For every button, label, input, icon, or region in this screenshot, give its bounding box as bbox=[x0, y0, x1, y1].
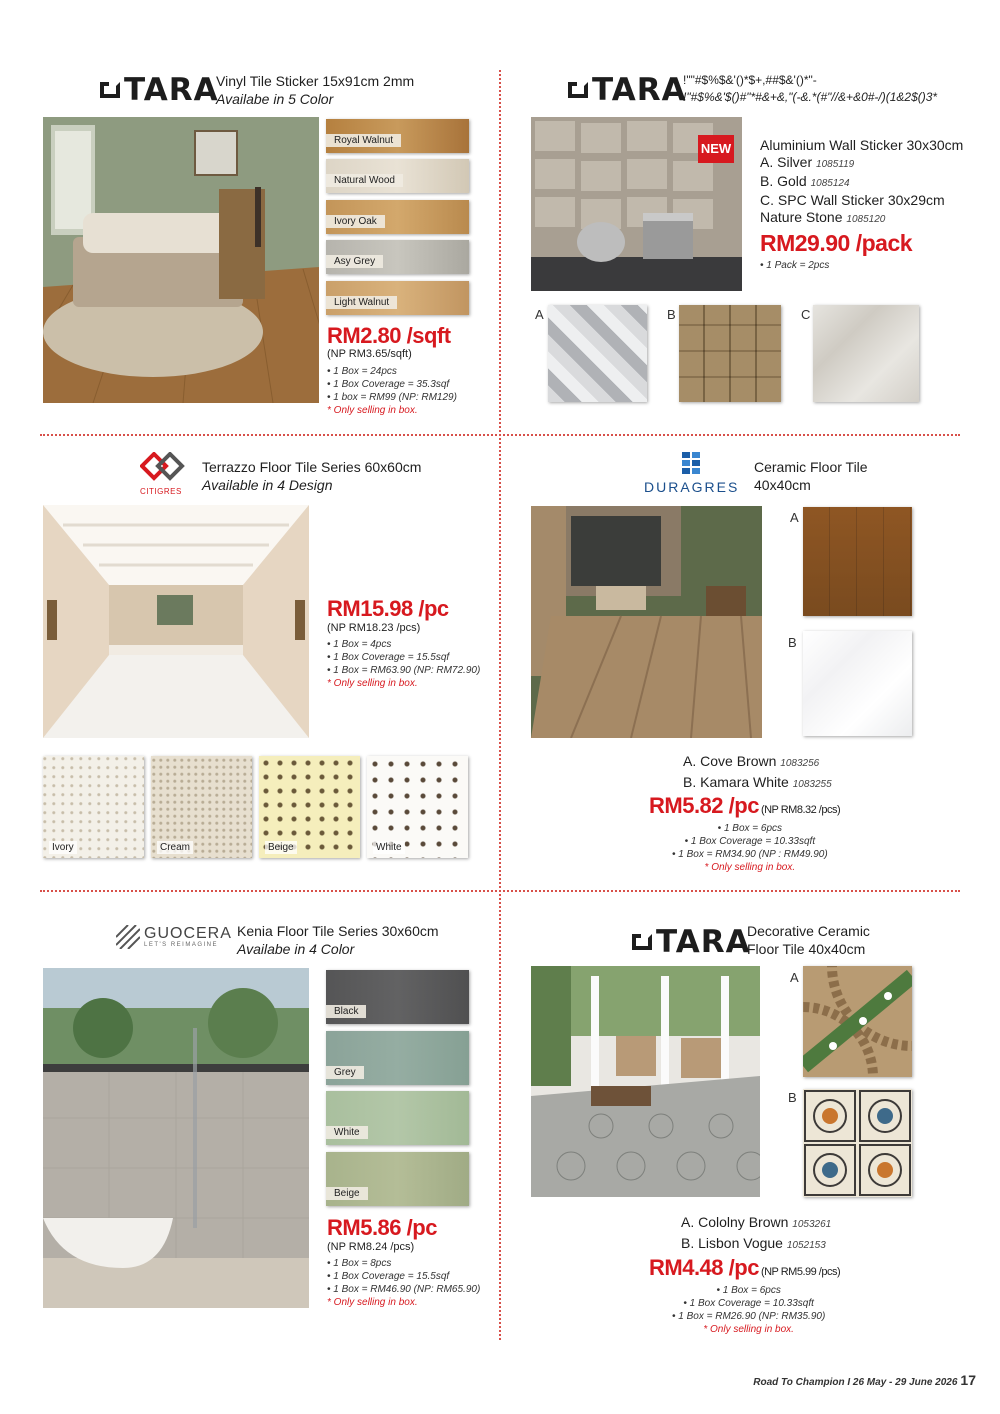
variant-letter-c: C bbox=[801, 307, 811, 322]
swatch-label: Beige bbox=[326, 1187, 368, 1200]
terrazzo-bullets bbox=[327, 638, 480, 690]
swatch-label: White bbox=[373, 841, 405, 854]
aluminium-price: RM29.90 /pack bbox=[760, 230, 913, 256]
bullet: • 1 Pack = 2pcs bbox=[760, 259, 829, 272]
item-text: A. Silver bbox=[760, 154, 813, 170]
terrazzo-swatch-cream bbox=[151, 756, 252, 858]
item-code: 1085124 bbox=[810, 178, 850, 189]
item-text: B. Gold bbox=[760, 173, 807, 189]
vinyl-np-price: (NP RM3.65/sqft) bbox=[327, 348, 412, 360]
bullet: • 1 Box Coverage = 10.33sqft bbox=[672, 835, 828, 848]
decorative-price-row bbox=[649, 1255, 840, 1281]
bullet: • 1 Box = 4pcs bbox=[327, 638, 480, 651]
swatch-light-walnut bbox=[326, 281, 469, 315]
bullet: • 1 Box = 6pcs bbox=[672, 1284, 825, 1297]
tara-logo-2 bbox=[568, 72, 687, 108]
bullet: • 1 Box = 24pcs bbox=[327, 365, 457, 378]
tara-logo-text: TARA bbox=[592, 72, 687, 108]
terrazzo-title: Terrazzo Floor Tile Series 60x60cm bbox=[202, 459, 422, 475]
swatch-nature-stone bbox=[813, 305, 919, 402]
variant-letter-a: A bbox=[535, 307, 544, 322]
guocera-tagline: LET'S REIMAGINE bbox=[144, 942, 218, 948]
item-code: 1052153 bbox=[786, 1240, 826, 1251]
swatch-grey bbox=[326, 1031, 469, 1085]
aluminium-bullets bbox=[760, 259, 829, 272]
ceramic-letter-b: B bbox=[788, 635, 797, 650]
swatch-label: Beige bbox=[265, 841, 297, 854]
item-text: Aluminium Wall Sticker 30x30cm bbox=[760, 137, 964, 153]
kenia-price: RM5.86 /pc bbox=[327, 1215, 437, 1240]
tara-mark-icon bbox=[632, 934, 652, 950]
item-code: 1083256 bbox=[780, 758, 820, 769]
item-text: A. Cololny Brown bbox=[681, 1214, 789, 1230]
item-code: 1085119 bbox=[816, 159, 855, 170]
new-badge: NEW bbox=[698, 135, 734, 163]
kenia-bullets bbox=[327, 1257, 480, 1309]
terrazzo-swatch-beige bbox=[259, 756, 360, 858]
tara-mark-icon bbox=[568, 82, 588, 98]
aluminium-item-0 bbox=[760, 137, 963, 154]
swatch-asy-grey bbox=[326, 240, 469, 274]
vinyl-bullets bbox=[327, 365, 457, 417]
swatch-royal-walnut bbox=[326, 119, 469, 153]
item-text: B. Kamara White bbox=[683, 774, 789, 790]
swatch-label: Cream bbox=[157, 841, 193, 854]
page-number: 17 bbox=[960, 1372, 976, 1388]
swatch-colony-brown bbox=[803, 966, 912, 1077]
swatch-black bbox=[326, 970, 469, 1024]
swatch-kamara-white bbox=[803, 631, 912, 736]
terrazzo-subtitle: Available in 4 Design bbox=[202, 477, 333, 493]
item-code: 1085120 bbox=[846, 214, 886, 225]
ceramic-item-b bbox=[683, 773, 832, 794]
ceramic-letter-a: A bbox=[790, 510, 799, 525]
decorative-title-block bbox=[747, 922, 870, 958]
terrazzo-swatch-white bbox=[367, 756, 468, 858]
box-note: * Only selling in box. bbox=[327, 678, 418, 689]
aluminium-item-4 bbox=[760, 209, 963, 228]
bullet: • 1 Box = RM34.90 (NP : RM49.90) bbox=[672, 848, 828, 861]
decorative-item-b bbox=[681, 1234, 831, 1255]
tara-logo-text: TARA bbox=[656, 924, 751, 960]
aluminium-item-3 bbox=[760, 192, 963, 209]
bullet: • 1 Box Coverage = 35.3sqf bbox=[327, 378, 457, 391]
swatch-lisbon-vogue bbox=[803, 1089, 912, 1197]
vinyl-title: Vinyl Tile Sticker 15x91cm 2mm bbox=[216, 73, 415, 89]
duragres-logo bbox=[644, 452, 740, 495]
tara-logo bbox=[100, 72, 219, 108]
swatch-cove-brown bbox=[803, 507, 912, 616]
box-note: * Only selling in box. bbox=[327, 405, 418, 416]
decorative-title-1: Decorative Ceramic bbox=[747, 923, 870, 939]
tara-logo-text: TARA bbox=[124, 72, 219, 108]
horizontal-divider-2 bbox=[40, 890, 960, 892]
duragres-mark-icon bbox=[682, 452, 700, 474]
bullet: • 1 box = RM99 (NP: RM129) bbox=[327, 391, 457, 404]
vinyl-title-block bbox=[216, 72, 414, 108]
item-text: A. Cove Brown bbox=[683, 753, 777, 769]
bullet: • 1 Box = RM63.90 (NP: RM72.90) bbox=[327, 664, 480, 677]
bullet: • 1 Box = 6pcs bbox=[672, 822, 828, 835]
swatch-gold bbox=[679, 305, 781, 402]
decorative-price: RM4.48 /pc bbox=[649, 1255, 759, 1280]
decorative-np-price: (NP RM5.99 /pcs) bbox=[760, 1266, 841, 1278]
swatch-silver bbox=[548, 305, 647, 402]
swatch-label: Black bbox=[326, 1005, 366, 1018]
page-footer bbox=[753, 1372, 976, 1388]
bathroom-photo bbox=[43, 968, 309, 1308]
aluminium-item-1 bbox=[760, 154, 963, 173]
ceramic-title-1: Ceramic Floor Tile bbox=[754, 459, 868, 475]
aluminium-garbled-title bbox=[683, 72, 937, 106]
ceramic-bullets bbox=[672, 822, 828, 874]
item-code: 1083255 bbox=[792, 779, 832, 790]
kenia-np-price: (NP RM8.24 /pcs) bbox=[327, 1241, 415, 1253]
swatch-label: Ivory Oak bbox=[326, 215, 385, 228]
ceramic-title-2: 40x40cm bbox=[754, 477, 811, 493]
swatch-beige bbox=[326, 1152, 469, 1206]
guocera-mark-icon bbox=[116, 925, 140, 949]
swatch-label: White bbox=[326, 1126, 368, 1139]
item-text: C. SPC Wall Sticker 30x29cm bbox=[760, 192, 945, 208]
duragres-logo-text: DURAGRES bbox=[644, 479, 740, 495]
guocera-logo bbox=[116, 925, 232, 949]
item-text: B. Lisbon Vogue bbox=[681, 1235, 783, 1251]
ceramic-title-block bbox=[754, 458, 868, 494]
swatch-ivory-oak bbox=[326, 200, 469, 234]
terrazzo-np-price: (NP RM18.23 /pcs) bbox=[327, 622, 421, 634]
decorative-title-2: Floor Tile 40x40cm bbox=[747, 941, 866, 957]
terrazzo-title-block bbox=[202, 458, 421, 494]
gallery-photo bbox=[43, 505, 309, 738]
aluminium-item-list bbox=[760, 137, 963, 228]
citigres-logo-text: CITIGRES bbox=[140, 487, 182, 496]
bullet: • 1 Box = 8pcs bbox=[327, 1257, 480, 1270]
ceramic-item-list bbox=[683, 752, 832, 794]
ceramic-price: RM5.82 /pc bbox=[649, 793, 759, 818]
tara-mark-icon bbox=[100, 82, 120, 98]
swatch-label: Light Walnut bbox=[326, 296, 397, 309]
decorative-letter-a: A bbox=[790, 970, 799, 985]
bullet: • 1 Box Coverage = 15.5sqf bbox=[327, 1270, 480, 1283]
ceramic-price-row bbox=[649, 793, 840, 819]
decorative-item-a bbox=[681, 1213, 831, 1234]
bullet: • 1 Box Coverage = 15.5sqf bbox=[327, 651, 480, 664]
bullet: • 1 Box Coverage = 10.33sqft bbox=[672, 1297, 825, 1310]
bedroom-photo bbox=[43, 117, 319, 403]
item-text: Nature Stone bbox=[760, 209, 843, 225]
bullet: • 1 Box = RM26.90 (NP: RM35.90) bbox=[672, 1310, 825, 1323]
kenia-title-block bbox=[237, 922, 439, 958]
swatch-label: Asy Grey bbox=[326, 255, 383, 268]
box-note: * Only selling in box. bbox=[703, 1324, 794, 1335]
swatch-natural-wood bbox=[326, 159, 469, 193]
swatch-white bbox=[326, 1091, 469, 1145]
tara-logo-3 bbox=[632, 924, 751, 960]
swatch-label: Royal Walnut bbox=[326, 134, 401, 147]
terrace-photo bbox=[531, 966, 760, 1197]
horizontal-divider-1 bbox=[40, 434, 960, 436]
box-note: * Only selling in box. bbox=[327, 1297, 418, 1308]
decorative-item-list bbox=[681, 1213, 831, 1255]
item-code: 1053261 bbox=[792, 1219, 832, 1230]
aluminium-item-2 bbox=[760, 173, 963, 192]
ceramic-np-price: (NP RM8.32 /pcs) bbox=[760, 804, 841, 816]
garbled-line-2: !"#$%&'$()#"*#&+&,"(-&.*(#"//&+&0#-/)(1&2$()3* bbox=[683, 90, 938, 104]
vinyl-price: RM2.80 /sqft bbox=[327, 323, 451, 348]
footer-text: Road To Champion I 26 May - 29 June 2026 bbox=[753, 1377, 958, 1388]
variant-letter-b: B bbox=[667, 307, 676, 322]
kenia-title: Kenia Floor Tile Series 30x60cm bbox=[237, 923, 439, 939]
terrazzo-swatch-ivory bbox=[43, 756, 144, 858]
garbled-line-1: !""#$%$&'()*$+,##$&'()*"- bbox=[683, 73, 817, 87]
swatch-label: Natural Wood bbox=[326, 174, 403, 187]
patio-photo bbox=[531, 506, 762, 738]
swatch-label: Grey bbox=[326, 1066, 364, 1079]
bullet: • 1 Box = RM46.90 (NP: RM65.90) bbox=[327, 1283, 480, 1296]
terrazzo-price: RM15.98 /pc bbox=[327, 596, 449, 621]
decorative-letter-b: B bbox=[788, 1090, 797, 1105]
guocera-logo-text: GUOCERA bbox=[144, 925, 232, 942]
box-note: * Only selling in box. bbox=[704, 862, 796, 873]
decorative-bullets bbox=[672, 1284, 825, 1336]
swatch-label: Ivory bbox=[49, 841, 77, 854]
citigres-mark-icon bbox=[140, 452, 196, 482]
kenia-subtitle: Availabe in 4 Color bbox=[237, 941, 355, 957]
vinyl-subtitle: Availabe in 5 Color bbox=[216, 91, 334, 107]
vertical-divider bbox=[499, 70, 501, 1340]
ceramic-item-a bbox=[683, 752, 832, 773]
citigres-logo bbox=[140, 452, 196, 496]
